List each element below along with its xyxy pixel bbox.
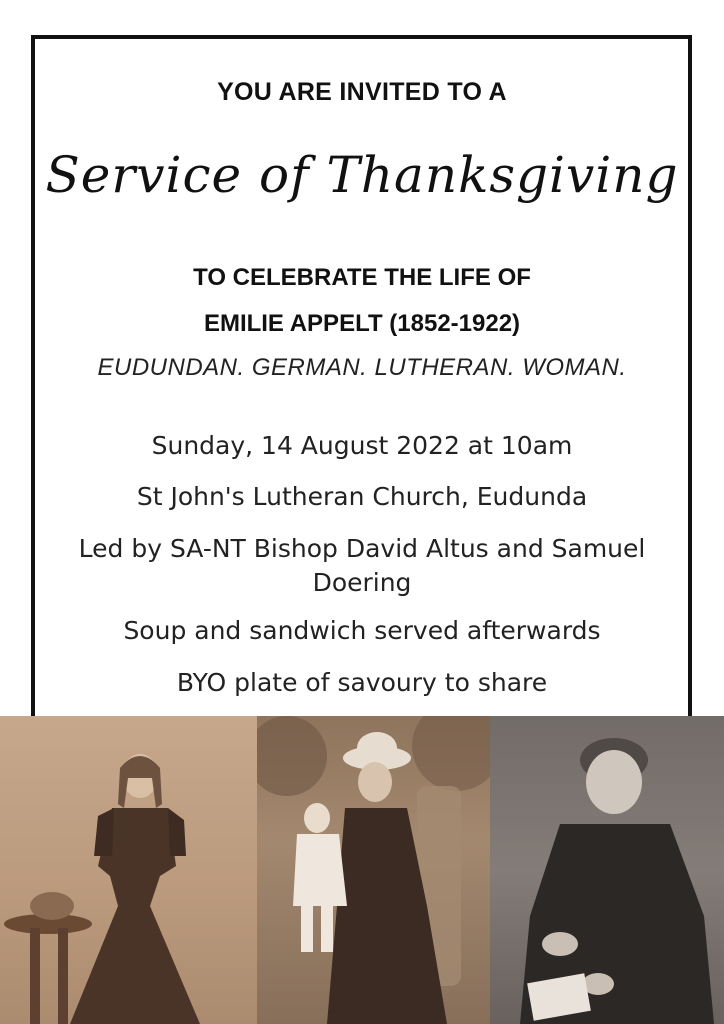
service-date: Sunday, 14 August 2022 at 10am [151, 431, 573, 460]
honoree-name: EMILIE APPELT (1852-1922) [203, 310, 521, 337]
service-venue: St John's Lutheran Church, Eudunda [136, 482, 588, 511]
photo-strip [0, 716, 724, 1024]
photo-older-woman [490, 716, 724, 1024]
service-title: Service of Thanksgiving [45, 146, 679, 204]
tagline: EUDUNDAN. GERMAN. LUTHERAN. WOMAN. [97, 354, 627, 381]
photo-young-woman [0, 716, 257, 1024]
invite-heading: YOU ARE INVITED TO A [217, 78, 507, 106]
celebrate-line: TO CELEBRATE THE LIFE OF [193, 264, 531, 291]
service-leaders: Led by SA-NT Bishop David Altus and Samuel Doering [78, 534, 646, 597]
photo-woman-with-child [257, 716, 490, 1024]
food-note: Soup and sandwich served afterwards [123, 616, 601, 645]
byo-note: BYO plate of savoury to share [176, 668, 548, 697]
